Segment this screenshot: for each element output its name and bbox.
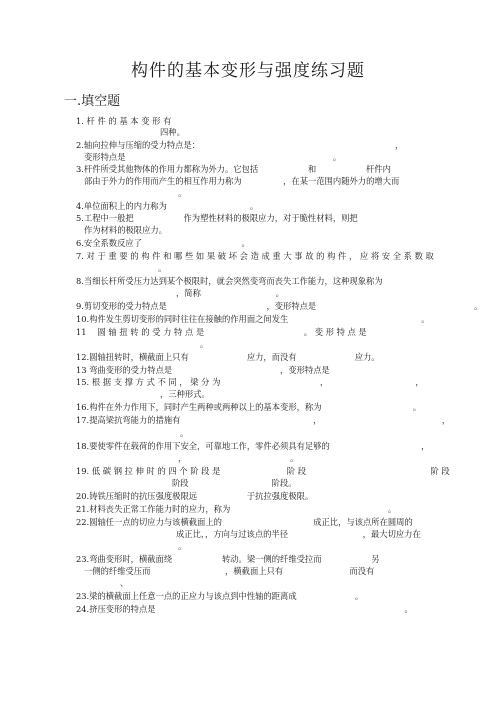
- question-line: 4.单位面积上的内力称为 。: [76, 201, 259, 211]
- question-line: 17.提高梁抗弯能力的措施有 ， ，: [76, 415, 451, 425]
- question-line: 6.安全系数反应了 。: [76, 238, 250, 248]
- question-line: 一侧的纤维受压而 ，横截面上只有 而没有: [84, 566, 375, 576]
- question-line: 5.工程中一般把 作为塑性材料的极限应力，对于脆性材料，则把: [76, 213, 358, 223]
- question-line: 作为材料的极限应力。: [84, 225, 167, 235]
- question-line: ，简称 。: [176, 288, 284, 298]
- question-line: 。: [178, 541, 187, 551]
- question-line: 。: [200, 339, 209, 349]
- question-line: 10.构件发生剪切变形的同时往往在接触的作用面之间发生 。: [76, 314, 430, 324]
- question-line: 2.轴向拉伸与压缩的受力特点是： ，: [76, 140, 404, 150]
- question-line: 20.铸铁压缩时的抗压强度极限远 于抗拉强度极限。: [76, 491, 314, 501]
- question-line: 12.圆轴扭转时，横截面上只有 应力，而没有 应力。: [76, 352, 380, 362]
- question-line: 23.梁的横截面上任意一点的正应力与该点到中性轴的距离成 。: [76, 591, 363, 601]
- question-line: 13 弯曲变形的受力特点是 ，变形特点是: [76, 365, 330, 375]
- document-title: 构件的基本变形与强度练习题: [131, 61, 365, 81]
- question-line: 、: [120, 578, 129, 588]
- question-line: 四种。: [160, 127, 185, 137]
- question-line: 阶段 阶段。: [172, 478, 297, 488]
- question-line: 22.圆轴任一点的切应力与该横截面上的 成正比，与该点所在圆周的: [76, 517, 413, 527]
- question-line: 。: [180, 428, 189, 438]
- question-line: 19. 低 碳 钢 拉 伸 时 的 四 个 阶 段 是 阶 段 阶 段: [76, 466, 450, 476]
- question-line: 成正比，，方向与过该点的半径 ，最大切应力在: [176, 529, 421, 539]
- question-line: 部由于外力的作用而产生的相互作用力称为 ，在某一范围内随外力的增大而: [84, 176, 400, 186]
- question-line: 3.杆件所受其他物体的作用力都称为外力。它包括 和 杆件内: [76, 164, 391, 174]
- section-heading: 一.填空题: [64, 94, 121, 109]
- question-line: ，三种形式。: [160, 389, 210, 399]
- question-line: 16.构件在外力作用下，同时产生两种或两种以上的基本变形，称为 。: [76, 402, 422, 412]
- question-line: 1. 杆 件 的 基 本 变 形 有: [76, 116, 172, 126]
- question-line: 。: [178, 188, 187, 198]
- question-line: 11 圆 轴 扭 转 的 受 力 特 点 是 。 变 形 特 点 是: [76, 327, 367, 337]
- question-line: 9.剪切变形的受力特点是 ，变形特点是 。: [76, 301, 483, 311]
- question-line: 。: [158, 263, 167, 273]
- question-line: ， 。: [178, 453, 299, 463]
- question-line: 15. 根 据 支 撑 方 式 不 同 ， 梁 分 为 ， ，: [76, 377, 424, 387]
- question-line: 18.要使零件在载荷的作用下安全，可靠地工作，零件必须具有足够的 ，: [76, 441, 430, 451]
- question-line: 21.材料丧失正常工作能力时的应力，称为 。: [76, 504, 397, 514]
- question-line: 24.挤压变形的特点是 。: [76, 604, 413, 614]
- question-line: 8.当细长杆所受压力达到某个极限时，就会突然变弯而丧失工作能力，这种现象称为: [76, 276, 383, 286]
- question-line: 变形特点是 。: [84, 152, 342, 162]
- question-line: 23.弯曲变形时，横截面绕 转动。梁一侧的纤维受拉而 另: [76, 554, 380, 564]
- question-line: 7. 对 于 重 要 的 构 件 和 哪 些 如 果 破 坏 会 造 成 重 大 事 故 的 构 件 ， 应 将 安 全 系 数 取: [76, 251, 434, 261]
